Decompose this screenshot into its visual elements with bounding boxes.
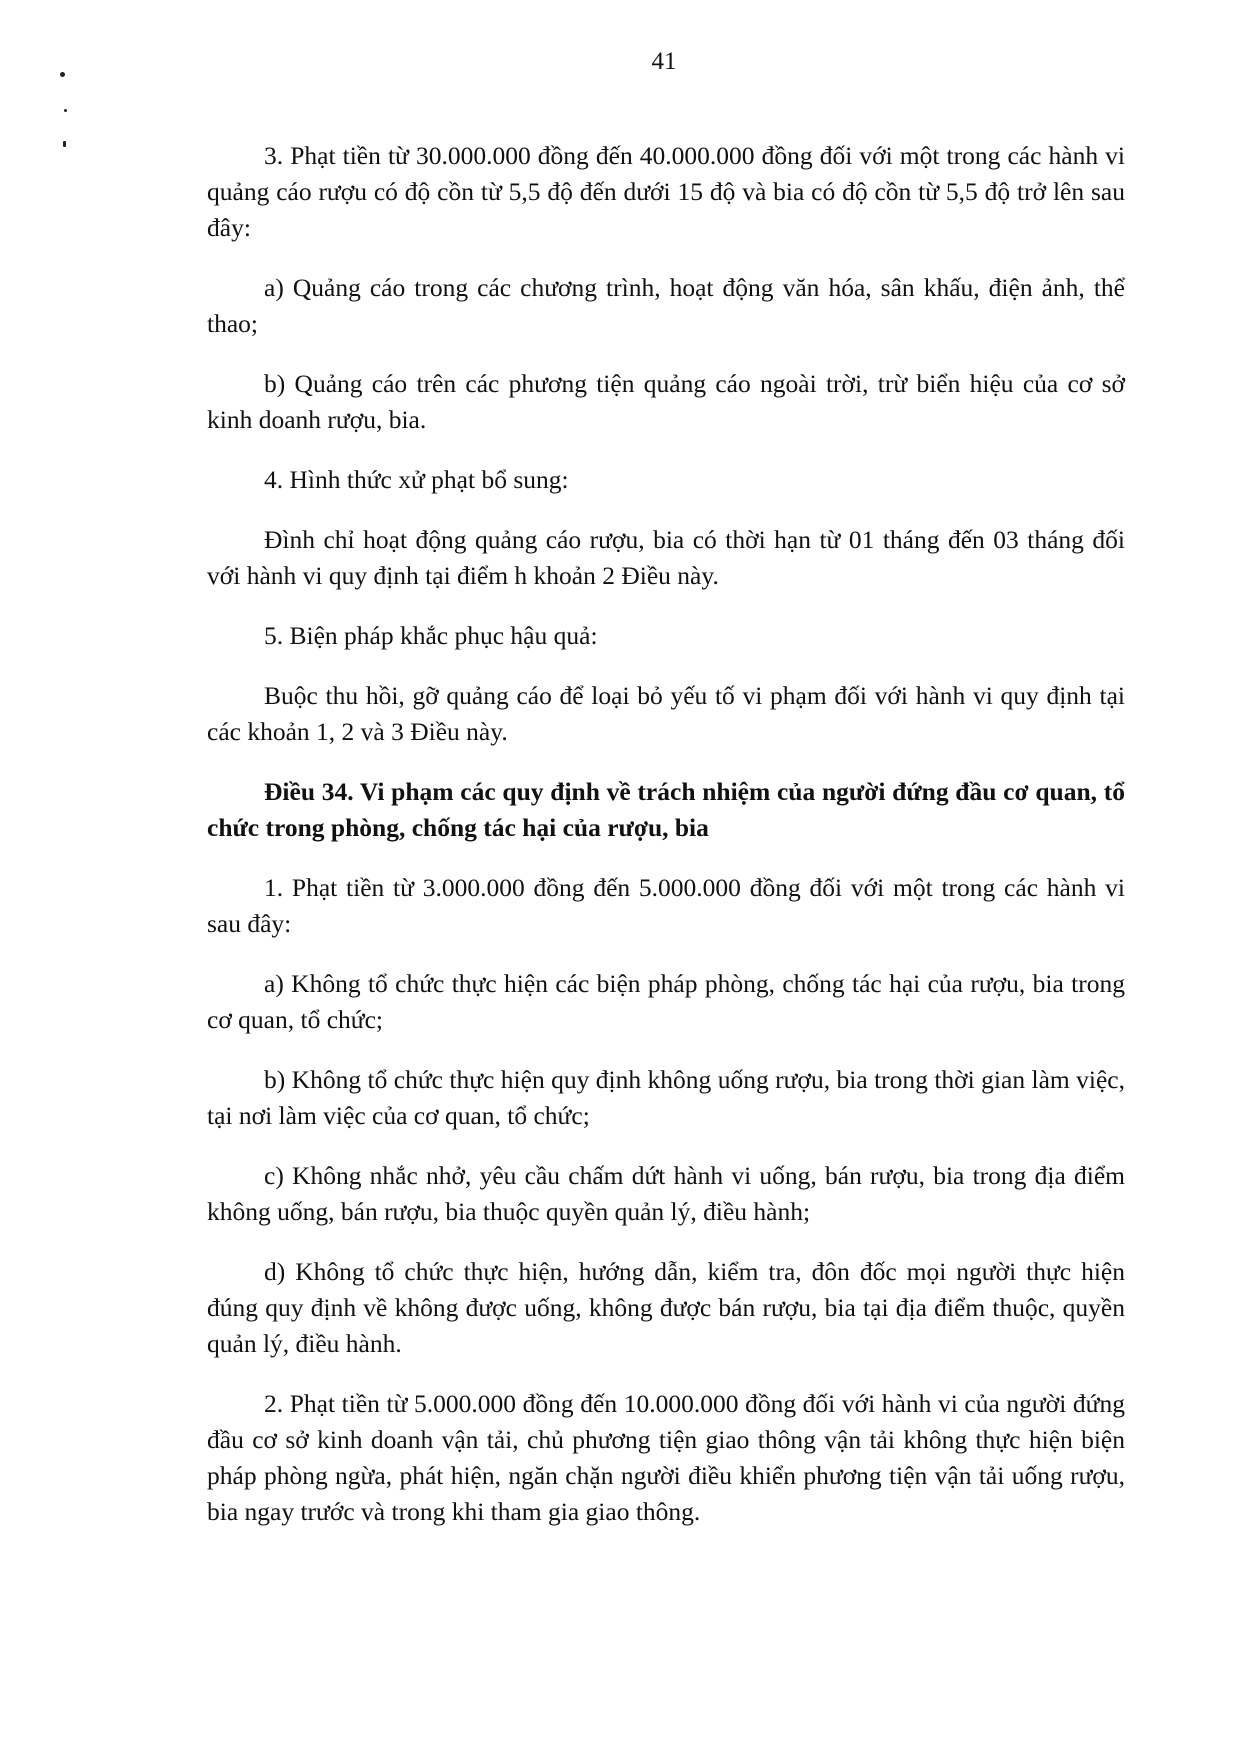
- paragraph-article-clause-2: 2. Phạt tiền từ 5.000.000 đồng đến 10.000.000 đồng đối với hành vi của người đứng đầu cơ sở kinh doanh vận tải, chủ phương tiện giao thông vận tải không thực hiện biện pháp phòng ngừa, phát hiện, ngăn chặn người điều khiển phương tiện vận tải uống rượu, bia ngay trước và trong khi tham gia giao thông.: [207, 1389, 1125, 1526]
- paragraph-article-clause-1a: a) Không tổ chức thực hiện các biện pháp phòng, chống tác hại của rượu, bia trong cơ quan, tổ chức;: [207, 969, 1125, 1034]
- paragraph-article-clause-1c: c) Không nhắc nhở, yêu cầu chấm dứt hành vi uống, bán rượu, bia trong địa điểm không uống, bán rượu, bia thuộc quyền quản lý, điều hành;: [207, 1161, 1125, 1226]
- paragraph-article-clause-1d: d) Không tổ chức thực hiện, hướng dẫn, kiểm tra, đôn đốc mọi người thực hiện đúng quy định về không được uống, không được bán rượu, bia tại địa điểm thuộc, quyền quản lý, điều hành.: [207, 1257, 1125, 1358]
- paragraph-clause-3: 3. Phạt tiền từ 30.000.000 đồng đến 40.000.000 đồng đối với một trong các hành vi quảng cáo rượu có độ cồn từ 5,5 độ đến dưới 15 độ và bia có độ cồn từ 5,5 độ trở lên sau đây:: [207, 141, 1125, 242]
- article-heading: Điều 34. Vi phạm các quy định về trách nhiệm của người đứng đầu cơ quan, tổ chức trong phòng, chống tác hại của rượu, bia: [207, 777, 1125, 842]
- paragraph-clause-5: 5. Biện pháp khắc phục hậu quả:: [264, 621, 598, 650]
- paragraph-clause-4: 4. Hình thức xử phạt bổ sung:: [264, 465, 569, 494]
- paragraph-clause-3b: b) Quảng cáo trên các phương tiện quảng cáo ngoài trời, trừ biển hiệu của cơ sở kinh doanh rượu, bia.: [207, 369, 1125, 434]
- paragraph-clause-3a: a) Quảng cáo trong các chương trình, hoạt động văn hóa, sân khấu, điện ảnh, thể thao;: [207, 273, 1125, 338]
- paragraph-clause-4-body: Đình chỉ hoạt động quảng cáo rượu, bia có thời hạn từ 01 tháng đến 03 tháng đối với hành vi quy định tại điểm h khoản 2 Điều này.: [207, 525, 1125, 590]
- scan-speck: [64, 109, 67, 112]
- paragraph-article-clause-1: 1. Phạt tiền từ 3.000.000 đồng đến 5.000.000 đồng đối với một trong các hành vi sau đây:: [207, 873, 1125, 938]
- scan-speck: [63, 141, 66, 147]
- document-body: [207, 138, 1125, 1554]
- paragraph-article-clause-1b: b) Không tổ chức thực hiện quy định không uống rượu, bia trong thời gian làm việc, tại nơi làm việc của cơ quan, tổ chức;: [207, 1065, 1125, 1130]
- paragraph-clause-5-body: Buộc thu hồi, gỡ quảng cáo để loại bỏ yếu tố vi phạm đối với hành vi quy định tại các khoản 1, 2 và 3 Điều này.: [207, 681, 1125, 746]
- page-number: 41: [651, 48, 677, 75]
